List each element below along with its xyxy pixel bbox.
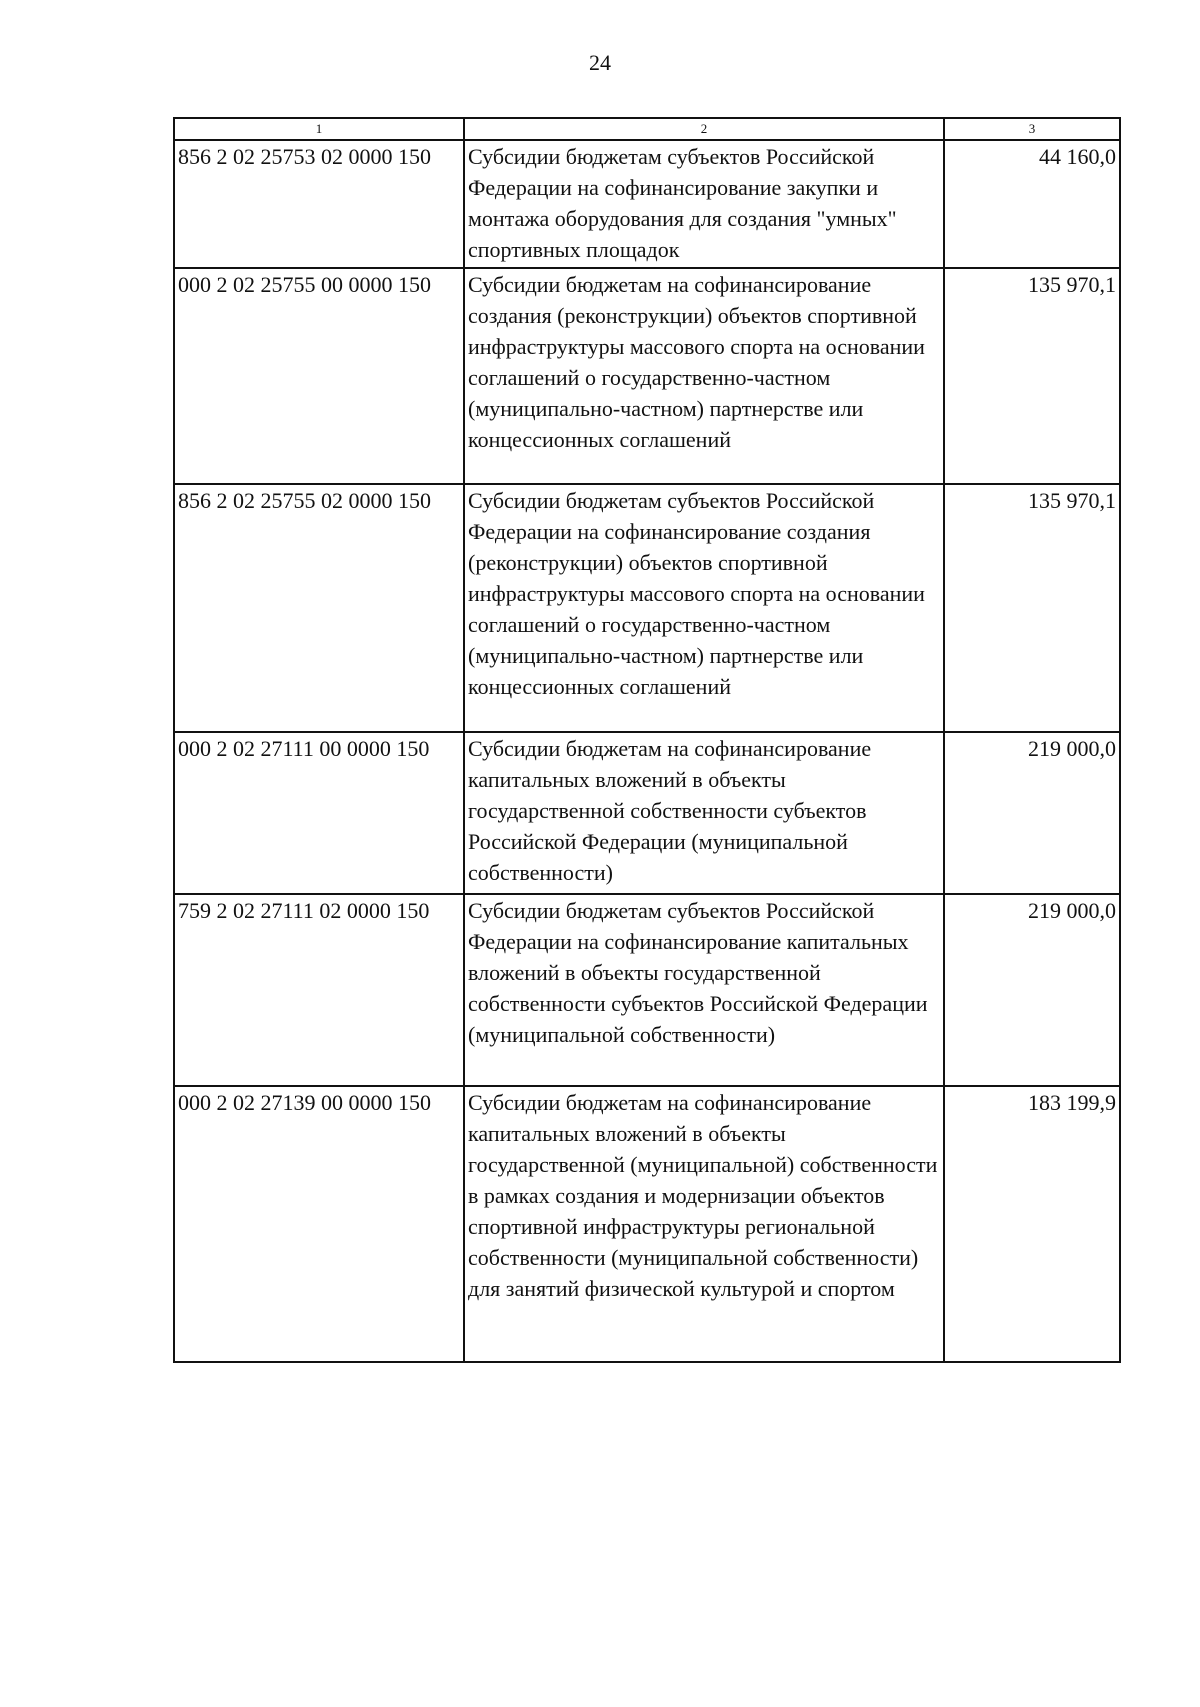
row-amount: 44 160,0 [944,140,1120,268]
table-header-row [174,118,1120,140]
budget-table [173,117,1121,1363]
row-description: Субсидии бюджетам субъектов Российской Федерации на софинансирование создания (реконструкции) объектов спортивной инфраструктуры массового спорта на основании соглашений о государственно-частном (муниципально-частном) партнерстве или концессионных соглашений [464,484,944,732]
row-description: Субсидии бюджетам на софинансирование капитальных вложений в объекты государственной (муниципальной) собственности в рамках создания и модернизации объектов спортивной инфраструктуры региональной собственности (муниципальной собственности) для занятий физической культурой и спортом [464,1086,944,1362]
table-row [174,894,1120,1086]
row-code: 000 2 02 25755 00 0000 150 [174,268,464,484]
row-code: 856 2 02 25755 02 0000 150 [174,484,464,732]
row-amount: 135 970,1 [944,268,1120,484]
row-amount: 219 000,0 [944,894,1120,1086]
row-description: Субсидии бюджетам на софинансирование создания (реконструкции) объектов спортивной инфраструктуры массового спорта на основании соглашений о государственно-частном (муниципально-частном) партнерстве или концессионных соглашений [464,268,944,484]
row-amount: 219 000,0 [944,732,1120,894]
column-header-1: 1 [174,118,464,140]
table-row [174,484,1120,732]
row-code: 000 2 02 27111 00 0000 150 [174,732,464,894]
row-code: 000 2 02 27139 00 0000 150 [174,1086,464,1362]
table-row [174,1086,1120,1362]
table-row [174,732,1120,894]
row-code: 759 2 02 27111 02 0000 150 [174,894,464,1086]
row-code: 856 2 02 25753 02 0000 150 [174,140,464,268]
table-row [174,268,1120,484]
row-description: Субсидии бюджетам на софинансирование капитальных вложений в объекты государственной собственности субъектов Российской Федерации (муниципальной собственности) [464,732,944,894]
row-description: Субсидии бюджетам субъектов Российской Федерации на софинансирование закупки и монтажа оборудования для создания "умных" спортивных площадок [464,140,944,268]
column-header-2: 2 [464,118,944,140]
table-row [174,140,1120,268]
row-amount: 183 199,9 [944,1086,1120,1362]
page-number: 24 [589,50,611,75]
row-description: Субсидии бюджетам субъектов Российской Федерации на софинансирование капитальных вложений в объекты государственной собственности субъектов Российской Федерации (муниципальной собственности) [464,894,944,1086]
column-header-3: 3 [944,118,1120,140]
row-amount: 135 970,1 [944,484,1120,732]
